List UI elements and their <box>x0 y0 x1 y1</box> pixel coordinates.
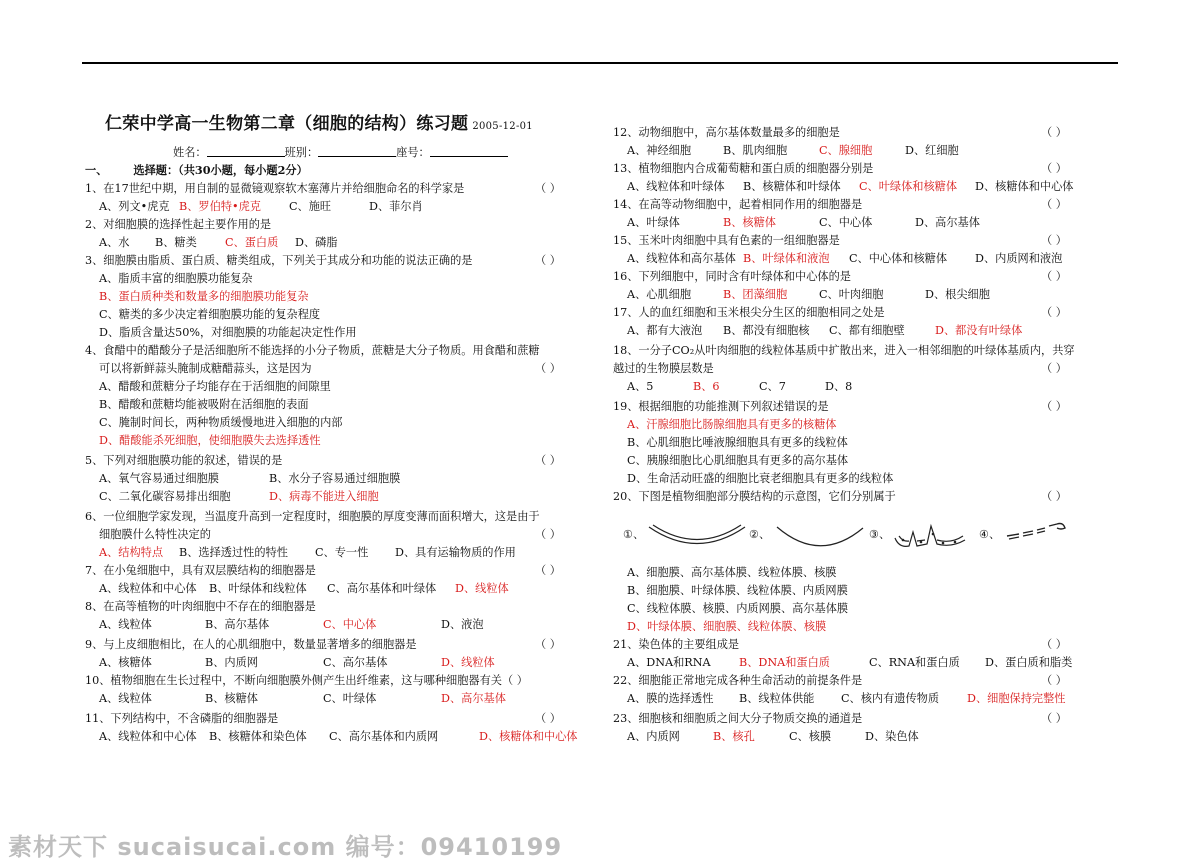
q19-answer-box: （ ） <box>1041 400 1067 413</box>
q16-stem: 16、下列细胞中，同时含有叶绿体和中心体的是 <box>613 270 851 283</box>
q22-opt-b: B、线粒体供能 <box>739 692 815 705</box>
q10-opt-d: D、高尔基体 <box>441 692 506 705</box>
q21-opt-b: B、DNA和蛋白质 <box>739 656 830 669</box>
q18-opt-a: A、5 <box>627 380 654 393</box>
q8-opt-c: C、中心体 <box>323 618 377 631</box>
q23-opt-a: A、内质网 <box>627 730 680 743</box>
double-membrane-1-icon <box>647 522 747 550</box>
q14-opt-b: B、核糖体 <box>723 216 776 229</box>
q6-opt-d: D、具有运输物质的作用 <box>395 546 516 559</box>
class-field[interactable] <box>318 145 396 157</box>
membrane-figure <box>613 520 1113 556</box>
q12-opt-d: D、红细胞 <box>905 144 959 157</box>
q5-options-1 <box>99 471 400 486</box>
q17-opt-d: D、都没有叶绿体 <box>935 324 1023 337</box>
q3-answer-box: （ ） <box>535 254 561 267</box>
q9-opt-d: D、线粒体 <box>441 656 495 669</box>
q15-answer-box: （ ） <box>1041 234 1067 247</box>
q7-opt-d: D、线粒体 <box>455 582 509 595</box>
fragmented-membrane-icon <box>1005 520 1077 548</box>
q7-opt-a: A、线粒体和中心体 <box>99 582 197 595</box>
q14-options <box>627 215 980 230</box>
q13-opt-a: A、线粒体和叶绿体 <box>627 180 725 193</box>
q23-opt-d: D、染色体 <box>865 730 919 743</box>
q4-opt-b: B、醋酸和蔗糖均能被吸附在活细胞的表面 <box>99 398 309 411</box>
q16-opt-c: C、叶肉细胞 <box>819 288 884 301</box>
q7-opt-c: C、高尔基体和叶绿体 <box>327 582 437 595</box>
q8-opt-a: A、线粒体 <box>99 618 152 631</box>
q20-stem: 20、下图是植物细胞部分膜结构的示意图，它们分别属于 <box>613 490 896 503</box>
q21-options <box>627 655 1072 670</box>
name-label: 姓名： <box>173 146 207 159</box>
q21-opt-d: D、蛋白质和脂类 <box>985 656 1073 669</box>
q19-opt-b: B、心肌细胞比唾液腺细胞具有更多的线粒体 <box>627 436 848 449</box>
q14-stem: 14、在高等动物细胞中，起着相同作用的细胞器是 <box>613 198 863 211</box>
q11-opt-d: D、核糖体和中心体 <box>479 730 578 743</box>
q23-opt-c: C、核膜 <box>789 730 832 743</box>
q22-answer-box: （ ） <box>1041 674 1067 687</box>
q20-opt-d: D、叶绿体膜、细胞膜、线粒体膜、核膜 <box>627 620 827 633</box>
q10-stem <box>85 673 528 688</box>
fig-label-4: ④、 <box>979 528 1001 541</box>
q1-options <box>99 199 423 214</box>
q4-opt-c: C、腌制时间长，两种物质缓慢地进入细胞的内部 <box>99 416 343 429</box>
q22-opt-a: A、膜的选择透性 <box>627 692 714 705</box>
q17-stem: 17、人的血红细胞和玉米根尖分生区的细胞相同之处是 <box>613 306 885 319</box>
q4-opt-a: A、醋酸和蔗糖分子均能存在于活细胞的间隙里 <box>99 380 331 393</box>
q2-options <box>99 235 338 250</box>
q6-opt-b: B、选择透过性的特性 <box>179 546 288 559</box>
q23-stem: 23、细胞核和细胞质之间大分子物质交换的通道是 <box>613 712 863 725</box>
q18-opt-c: C、7 <box>759 380 786 393</box>
q9-opt-a: A、核糖体 <box>99 656 152 669</box>
q5-opt-d: D、病毒不能进入细胞 <box>269 490 379 503</box>
q14-opt-c: C、中心体 <box>819 216 873 229</box>
q17-opt-c: C、都有细胞壁 <box>829 324 905 337</box>
q18-stem-cont: 越过的生物膜层数是 <box>613 362 714 375</box>
q11-answer-box: （ ） <box>535 712 561 725</box>
q13-opt-d: D、核糖体和中心体 <box>975 180 1074 193</box>
q6-stem-cont: 细胞膜什么特性决定的 <box>99 528 211 541</box>
q2-stem: 2、对细胞膜的选择性起主要作用的是 <box>85 218 272 231</box>
q12-stem: 12、动物细胞中，高尔基体数量最多的细胞是 <box>613 126 840 139</box>
q17-answer-box: （ ） <box>1041 306 1067 319</box>
name-field[interactable] <box>207 145 285 157</box>
q10-opt-c: C、叶绿体 <box>323 692 377 705</box>
q8-stem: 8、在高等植物的叶肉细胞中不存在的细胞器是 <box>85 600 316 613</box>
q23-options <box>627 729 919 744</box>
student-info <box>173 145 508 160</box>
q17-opt-a: A、都有大液泡 <box>627 324 703 337</box>
page-title <box>105 114 533 134</box>
q21-stem: 21、染色体的主要组成是 <box>613 638 740 651</box>
q12-options <box>627 143 959 158</box>
q3-opt-d: D、脂质含量达50%，对细胞膜的功能起决定性作用 <box>99 326 357 339</box>
q20-answer-box: （ ） <box>1041 490 1067 503</box>
q7-answer-box: （ ） <box>535 564 561 577</box>
q6-options <box>99 545 516 560</box>
q1-opt-c: C、施旺 <box>289 200 332 213</box>
q7-opt-b: B、叶绿体和线粒体 <box>209 582 307 595</box>
q4-answer-box: （ ） <box>535 362 561 375</box>
q19-opt-c: C、胰腺细胞比心肌细胞具有更多的高尔基体 <box>627 454 849 467</box>
date: 2005-12-01 <box>472 121 533 132</box>
q1-opt-a: A、列文•虎克 <box>99 200 170 213</box>
q12-opt-a: A、神经细胞 <box>627 144 692 157</box>
q6-opt-c: C、专一性 <box>315 546 369 559</box>
q21-answer-box: （ ） <box>1041 638 1067 651</box>
q17-options <box>627 323 1022 338</box>
section-heading <box>85 163 308 178</box>
q18-opt-d: D、8 <box>825 380 853 393</box>
section-number: 一、 <box>85 163 108 177</box>
q4-opt-d: D、醋酸能杀死细胞，使细胞膜失去选择透性 <box>99 434 321 447</box>
q10-text: 10、植物细胞在生长过程中，不断向细胞膜外侧产生出纤维素，这与哪种细胞器有关 <box>85 674 502 687</box>
q19-opt-d: D、生命活动旺盛的细胞比衰老细胞具有更多的线粒体 <box>627 472 894 485</box>
q22-stem: 22、细胞能正常地完成各种生命活动的前提条件是 <box>613 674 863 687</box>
q4-stem: 4、食醋中的醋酸分子是活细胞所不能选择的小分子物质，蔗糖是大分子物质。用食醋和蔗糖 <box>85 344 540 357</box>
q18-stem: 18、一分子CO₂从叶肉细胞的线粒体基质中扩散出来，进入一相邻细胞的叶绿体基质内，共穿 <box>613 344 1075 357</box>
q1-answer-box: （ ） <box>535 182 561 195</box>
q6-answer-box: （ ） <box>535 528 561 541</box>
q2-opt-a: A、水 <box>99 236 130 249</box>
q10-options <box>99 691 506 706</box>
q11-options <box>99 729 577 744</box>
inner-fold-membrane-icon <box>891 520 971 552</box>
q8-opt-d: D、液泡 <box>441 618 484 631</box>
q13-stem: 13、植物细胞内合成葡萄糖和蛋白质的细胞器分别是 <box>613 162 874 175</box>
q16-options <box>627 287 990 302</box>
q7-options <box>99 581 509 596</box>
q22-opt-c: C、核内有遗传物质 <box>841 692 940 705</box>
q1-stem: 1、在17世纪中期，用自制的显微镜观察软木塞薄片并给细胞命名的科学家是 <box>85 182 465 195</box>
q11-opt-b: B、核糖体和染色体 <box>209 730 307 743</box>
q22-options <box>627 691 1065 706</box>
q13-opt-c: C、叶绿体和核糖体 <box>859 180 958 193</box>
q5-opt-a: A、氧气容易通过细胞膜 <box>99 472 219 485</box>
q3-stem: 3、细胞膜由脂质、蛋白质、糖类组成，下列关于其成分和功能的说法正确的是 <box>85 254 473 267</box>
q9-options <box>99 655 495 670</box>
q1-opt-b: B、罗伯特•虎克 <box>179 200 261 213</box>
q20-opt-c: C、线粒体膜、核膜、内质网膜、高尔基体膜 <box>627 602 849 615</box>
single-membrane-icon <box>775 522 865 550</box>
q13-answer-box: （ ） <box>1041 162 1067 175</box>
q5-opt-c: C、二氧化碳容易排出细胞 <box>99 490 231 503</box>
q9-opt-b: B、内质网 <box>205 656 258 669</box>
q9-opt-c: C、高尔基体 <box>323 656 388 669</box>
q19-stem: 19、根据细胞的功能推测下列叙述错误的是 <box>613 400 829 413</box>
fig-label-1: ①、 <box>623 528 645 541</box>
q5-options-2 <box>99 489 379 504</box>
q10-answer-box: （ ） <box>502 674 528 687</box>
q5-stem: 5、下列对细胞膜功能的叙述，错误的是 <box>85 454 283 467</box>
q23-opt-b: B、核孔 <box>713 730 755 743</box>
q15-options <box>627 251 1062 266</box>
q15-opt-b: B、叶绿体和液泡 <box>743 252 830 265</box>
section-title: 选择题：（共30小题，每小题2分） <box>133 163 308 177</box>
q14-answer-box: （ ） <box>1041 198 1067 211</box>
top-rule <box>82 62 1118 64</box>
watermark: 素材天下 sucaisucai.com 编号：09410199 <box>8 833 563 861</box>
q21-opt-c: C、RNA和蛋白质 <box>869 656 960 669</box>
q11-opt-a: A、线粒体和中心体 <box>99 730 197 743</box>
q18-opt-b: B、6 <box>693 380 720 393</box>
q13-options <box>627 179 1073 194</box>
q15-stem: 15、玉米叶肉细胞中具有色素的一组细胞器是 <box>613 234 840 247</box>
q18-options <box>627 379 852 394</box>
q14-opt-a: A、叶绿体 <box>627 216 680 229</box>
q20-opt-a: A、细胞膜、高尔基体膜、线粒体膜、核膜 <box>627 566 837 579</box>
q21-opt-a: A、DNA和RNA <box>627 656 711 669</box>
q15-opt-d: D、内质网和液泡 <box>975 252 1063 265</box>
q15-opt-c: C、中心体和核糖体 <box>849 252 948 265</box>
q16-answer-box: （ ） <box>1041 270 1067 283</box>
q13-opt-b: B、核糖体和叶绿体 <box>743 180 841 193</box>
q3-opt-b: B、蛋白质种类和数量多的细胞膜功能复杂 <box>99 290 309 303</box>
q12-opt-c: C、腺细胞 <box>819 144 873 157</box>
q4-stem-cont: 可以将新鲜蒜头腌制成糖醋蒜头，这是因为 <box>99 362 312 375</box>
q10-opt-a: A、线粒体 <box>99 692 152 705</box>
class-label: 班别： <box>284 146 319 159</box>
seat-field[interactable] <box>430 145 508 157</box>
q19-opt-a: A、汗腺细胞比肠腺细胞具有更多的核糖体 <box>627 418 837 431</box>
q10-opt-b: B、核糖体 <box>205 692 258 705</box>
q15-opt-a: A、线粒体和高尔基体 <box>627 252 736 265</box>
q9-stem: 9、与上皮细胞相比，在人的心肌细胞中，数量显著增多的细胞器是 <box>85 638 417 651</box>
q16-opt-d: D、根尖细胞 <box>925 288 990 301</box>
q3-opt-c: C、糖类的多少决定着细胞膜功能的复杂程度 <box>99 308 321 321</box>
fig-label-2: ②、 <box>749 528 771 541</box>
q5-answer-box: （ ） <box>535 454 561 467</box>
q5-opt-b: B、水分子容易通过细胞膜 <box>269 472 401 485</box>
q17-opt-b: B、都没有细胞核 <box>723 324 810 337</box>
q16-opt-a: A、心肌细胞 <box>627 288 692 301</box>
q23-answer-box: （ ） <box>1041 712 1067 725</box>
q6-stem: 6、一位细胞学家发现，当温度升高到一定程度时，细胞膜的厚度变薄而面积增大，这是由于 <box>85 510 540 523</box>
q11-stem: 11、下列结构中，不含磷脂的细胞器是 <box>85 712 279 725</box>
q8-options <box>99 617 484 632</box>
q6-opt-a: A、结构特点 <box>99 546 164 559</box>
q18-answer-box: （ ） <box>1041 362 1067 375</box>
q12-answer-box: （ ） <box>1041 126 1067 139</box>
q11-opt-c: C、高尔基体和内质网 <box>329 730 439 743</box>
q3-opt-a: A、脂质丰富的细胞膜功能复杂 <box>99 272 253 285</box>
q14-opt-d: D、高尔基体 <box>915 216 980 229</box>
q8-opt-b: B、高尔基体 <box>205 618 270 631</box>
q2-opt-b: B、糖类 <box>155 236 197 249</box>
q16-opt-b: B、团藻细胞 <box>723 288 788 301</box>
q22-opt-d: D、细胞保持完整性 <box>967 692 1066 705</box>
title-text: 仁荣中学高一生物第二章（细胞的结构）练习题 <box>105 114 469 134</box>
q9-answer-box: （ ） <box>535 638 561 651</box>
q2-opt-c: C、蛋白质 <box>225 236 279 249</box>
seat-label: 座号： <box>396 146 430 159</box>
q20-opt-b: B、细胞膜、叶绿体膜、线粒体膜、内质网膜 <box>627 584 848 597</box>
q1-opt-d: D、菲尔肖 <box>369 200 423 213</box>
fig-label-3: ③、 <box>869 528 891 541</box>
q7-stem: 7、在小兔细胞中，具有双层膜结构的细胞器是 <box>85 564 316 577</box>
q12-opt-b: B、肌肉细胞 <box>723 144 788 157</box>
q2-opt-d: D、磷脂 <box>295 236 338 249</box>
